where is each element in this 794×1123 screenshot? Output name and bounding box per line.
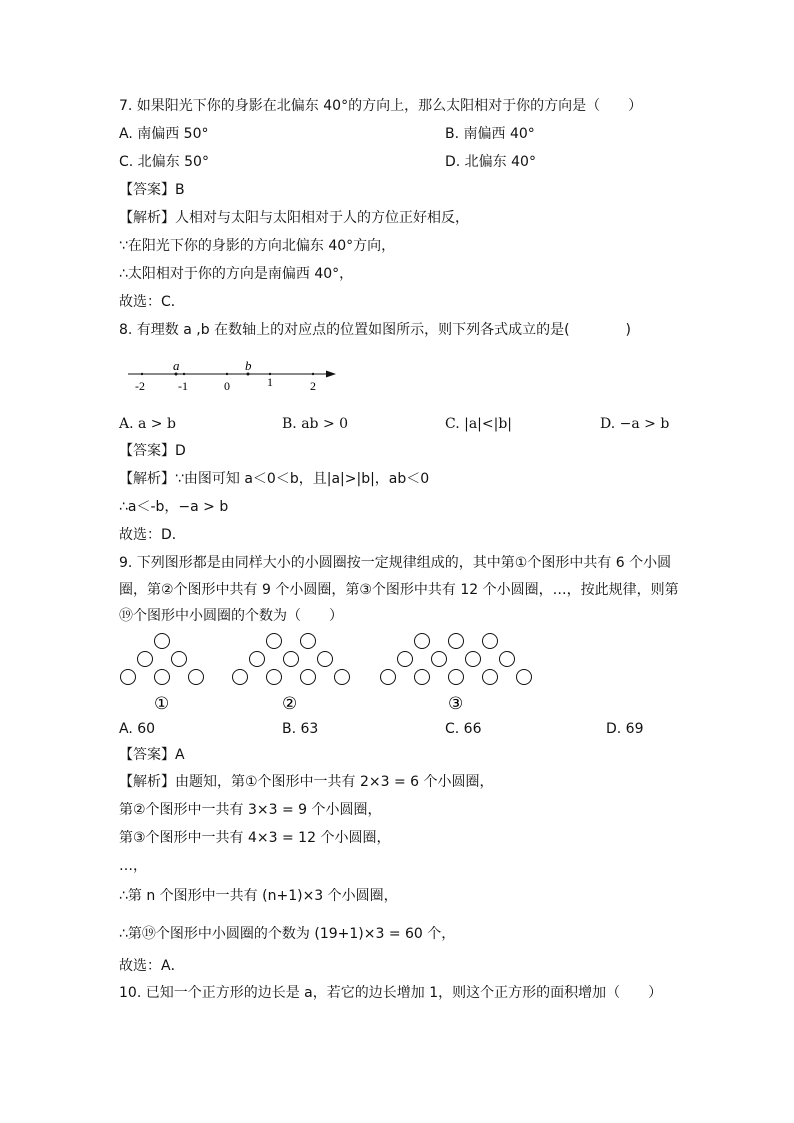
point-a-label: a xyxy=(173,358,180,373)
q7-analysis-line: ∴太阳相对于你的方向是南偏西 40°， xyxy=(119,266,354,282)
q9-stem-line: ⑲个图形中小圆圈的个数为（ ） xyxy=(119,608,343,624)
pattern-circle xyxy=(415,634,430,649)
pattern-circle xyxy=(233,670,248,685)
pattern-circle xyxy=(335,670,350,685)
pattern-circle xyxy=(318,652,333,667)
pattern-circle xyxy=(517,670,532,685)
figure-label: ③ xyxy=(448,694,464,713)
q8-analysis-line: 故选：D． xyxy=(119,527,186,543)
pattern-circle xyxy=(284,652,299,667)
q8-option-b: B. ab > 0 xyxy=(282,416,349,432)
pattern-circle xyxy=(267,670,282,685)
pattern-circle xyxy=(483,634,498,649)
q9-analysis-line: 第②个图形中一共有 3×3 = 9 个小圆圈， xyxy=(119,802,382,818)
pattern-circle xyxy=(155,670,170,685)
q9-stem-line: 圈，第②个图形中共有 9 个小圆圈，第③个图形中共有 12 个小圆圈，…，按此规律，则第 xyxy=(119,582,679,598)
q7-analysis-line: ∵在阳光下你的身影的方向北偏东 40°方向， xyxy=(119,238,396,254)
q7-option-d: D. 北偏东 40° xyxy=(445,154,536,170)
q10-stem: 10. 已知一个正方形的边长是 a，若它的边长增加 1，则这个正方形的面积增加（ ） xyxy=(119,985,663,1001)
q8-answer: 【答案】D xyxy=(119,443,186,459)
q9-option-c: C. 66 xyxy=(445,721,482,737)
pattern-circle xyxy=(250,652,265,667)
pattern-circle xyxy=(381,670,396,685)
axis-tick-label: 2 xyxy=(310,379,316,393)
q9-stem-line: 9. 下列图形都是由同样大小的小圆圈按一定规律组成的，其中第①个图形中共有 6 个小圆 xyxy=(119,555,672,571)
pattern-circle xyxy=(415,670,430,685)
pattern-circle xyxy=(172,652,187,667)
q7-option-c: C. 北偏东 50° xyxy=(119,154,209,170)
q9-analysis-line: 故选：A． xyxy=(119,958,185,974)
axis-tick-label: 1 xyxy=(267,375,273,389)
axis-tick-label: -1 xyxy=(178,379,188,393)
q9-analysis-line: …， xyxy=(119,858,147,874)
pattern-circle xyxy=(500,652,515,667)
q8-stem: 8. 有理数 a ,b 在数轴上的对应点的位置如图所示，则下列各式成立的是( ) xyxy=(119,322,631,338)
q9-analysis-line: 第③个图形中一共有 4×3 = 12 个小圆圈， xyxy=(119,830,391,846)
figure-label: ② xyxy=(282,694,298,713)
q9-analysis-line: ∴第⑲个图形中小圆圈的个数为 (19+1)×3 = 60 个， xyxy=(119,926,456,942)
pattern-circle xyxy=(466,652,481,667)
q7-stem: 7. 如果阳光下你的身影在北偏东 40°的方向上，那么太阳相对于你的方向是（ ） xyxy=(119,98,643,114)
q7-analysis-line: 【解析】人相对与太阳与太阳相对于人的方位正好相反， xyxy=(119,210,469,226)
pattern-circle xyxy=(449,634,464,649)
axis-tick-label: 0 xyxy=(224,379,230,393)
pattern-circle xyxy=(301,670,316,685)
axis-tick-label: -2 xyxy=(135,379,145,393)
pattern-circle xyxy=(449,670,464,685)
pattern-circle xyxy=(121,670,136,685)
point-b-label: b xyxy=(245,358,252,373)
pattern-circle xyxy=(398,652,413,667)
pattern-circle xyxy=(189,670,204,685)
q9-option-b: B. 63 xyxy=(282,721,319,737)
q8-analysis-line: ∴a＜-b，−a > b xyxy=(119,499,229,515)
q9-analysis-line: ∴第 n 个图形中一共有 (n+1)×3 个小圆圈， xyxy=(119,888,398,904)
q9-analysis-line: 【解析】由题知，第①个图形中一共有 2×3 = 6 个小圆圈， xyxy=(119,774,494,790)
pattern-circle xyxy=(301,634,316,649)
pattern-circle xyxy=(155,634,170,649)
number-line-figure xyxy=(120,356,350,396)
q9-option-a: A. 60 xyxy=(119,721,156,737)
q7-option-a: A. 南偏西 50° xyxy=(119,126,209,142)
q7-analysis-line: 故选：C． xyxy=(119,294,185,310)
pattern-circle xyxy=(483,670,498,685)
pattern-circle xyxy=(138,652,153,667)
q8-option-c: C. |a|<|b| xyxy=(445,416,513,432)
q8-analysis-line: 【解析】∵由图可知 a＜0＜b，且|a|>|b|，ab＜0 xyxy=(119,471,430,487)
pattern-circle xyxy=(432,652,447,667)
q7-answer: 【答案】B xyxy=(119,182,185,198)
figure-label: ① xyxy=(154,694,170,713)
q8-option-d: D. −a > b xyxy=(600,416,670,432)
pattern-circle xyxy=(267,634,282,649)
circle-pattern-figure xyxy=(114,630,544,718)
q9-answer: 【答案】A xyxy=(119,747,185,763)
q9-option-d: D. 69 xyxy=(606,721,644,737)
q8-option-a: A. a > b xyxy=(119,416,176,432)
q7-option-b: B. 南偏西 40° xyxy=(445,126,535,142)
